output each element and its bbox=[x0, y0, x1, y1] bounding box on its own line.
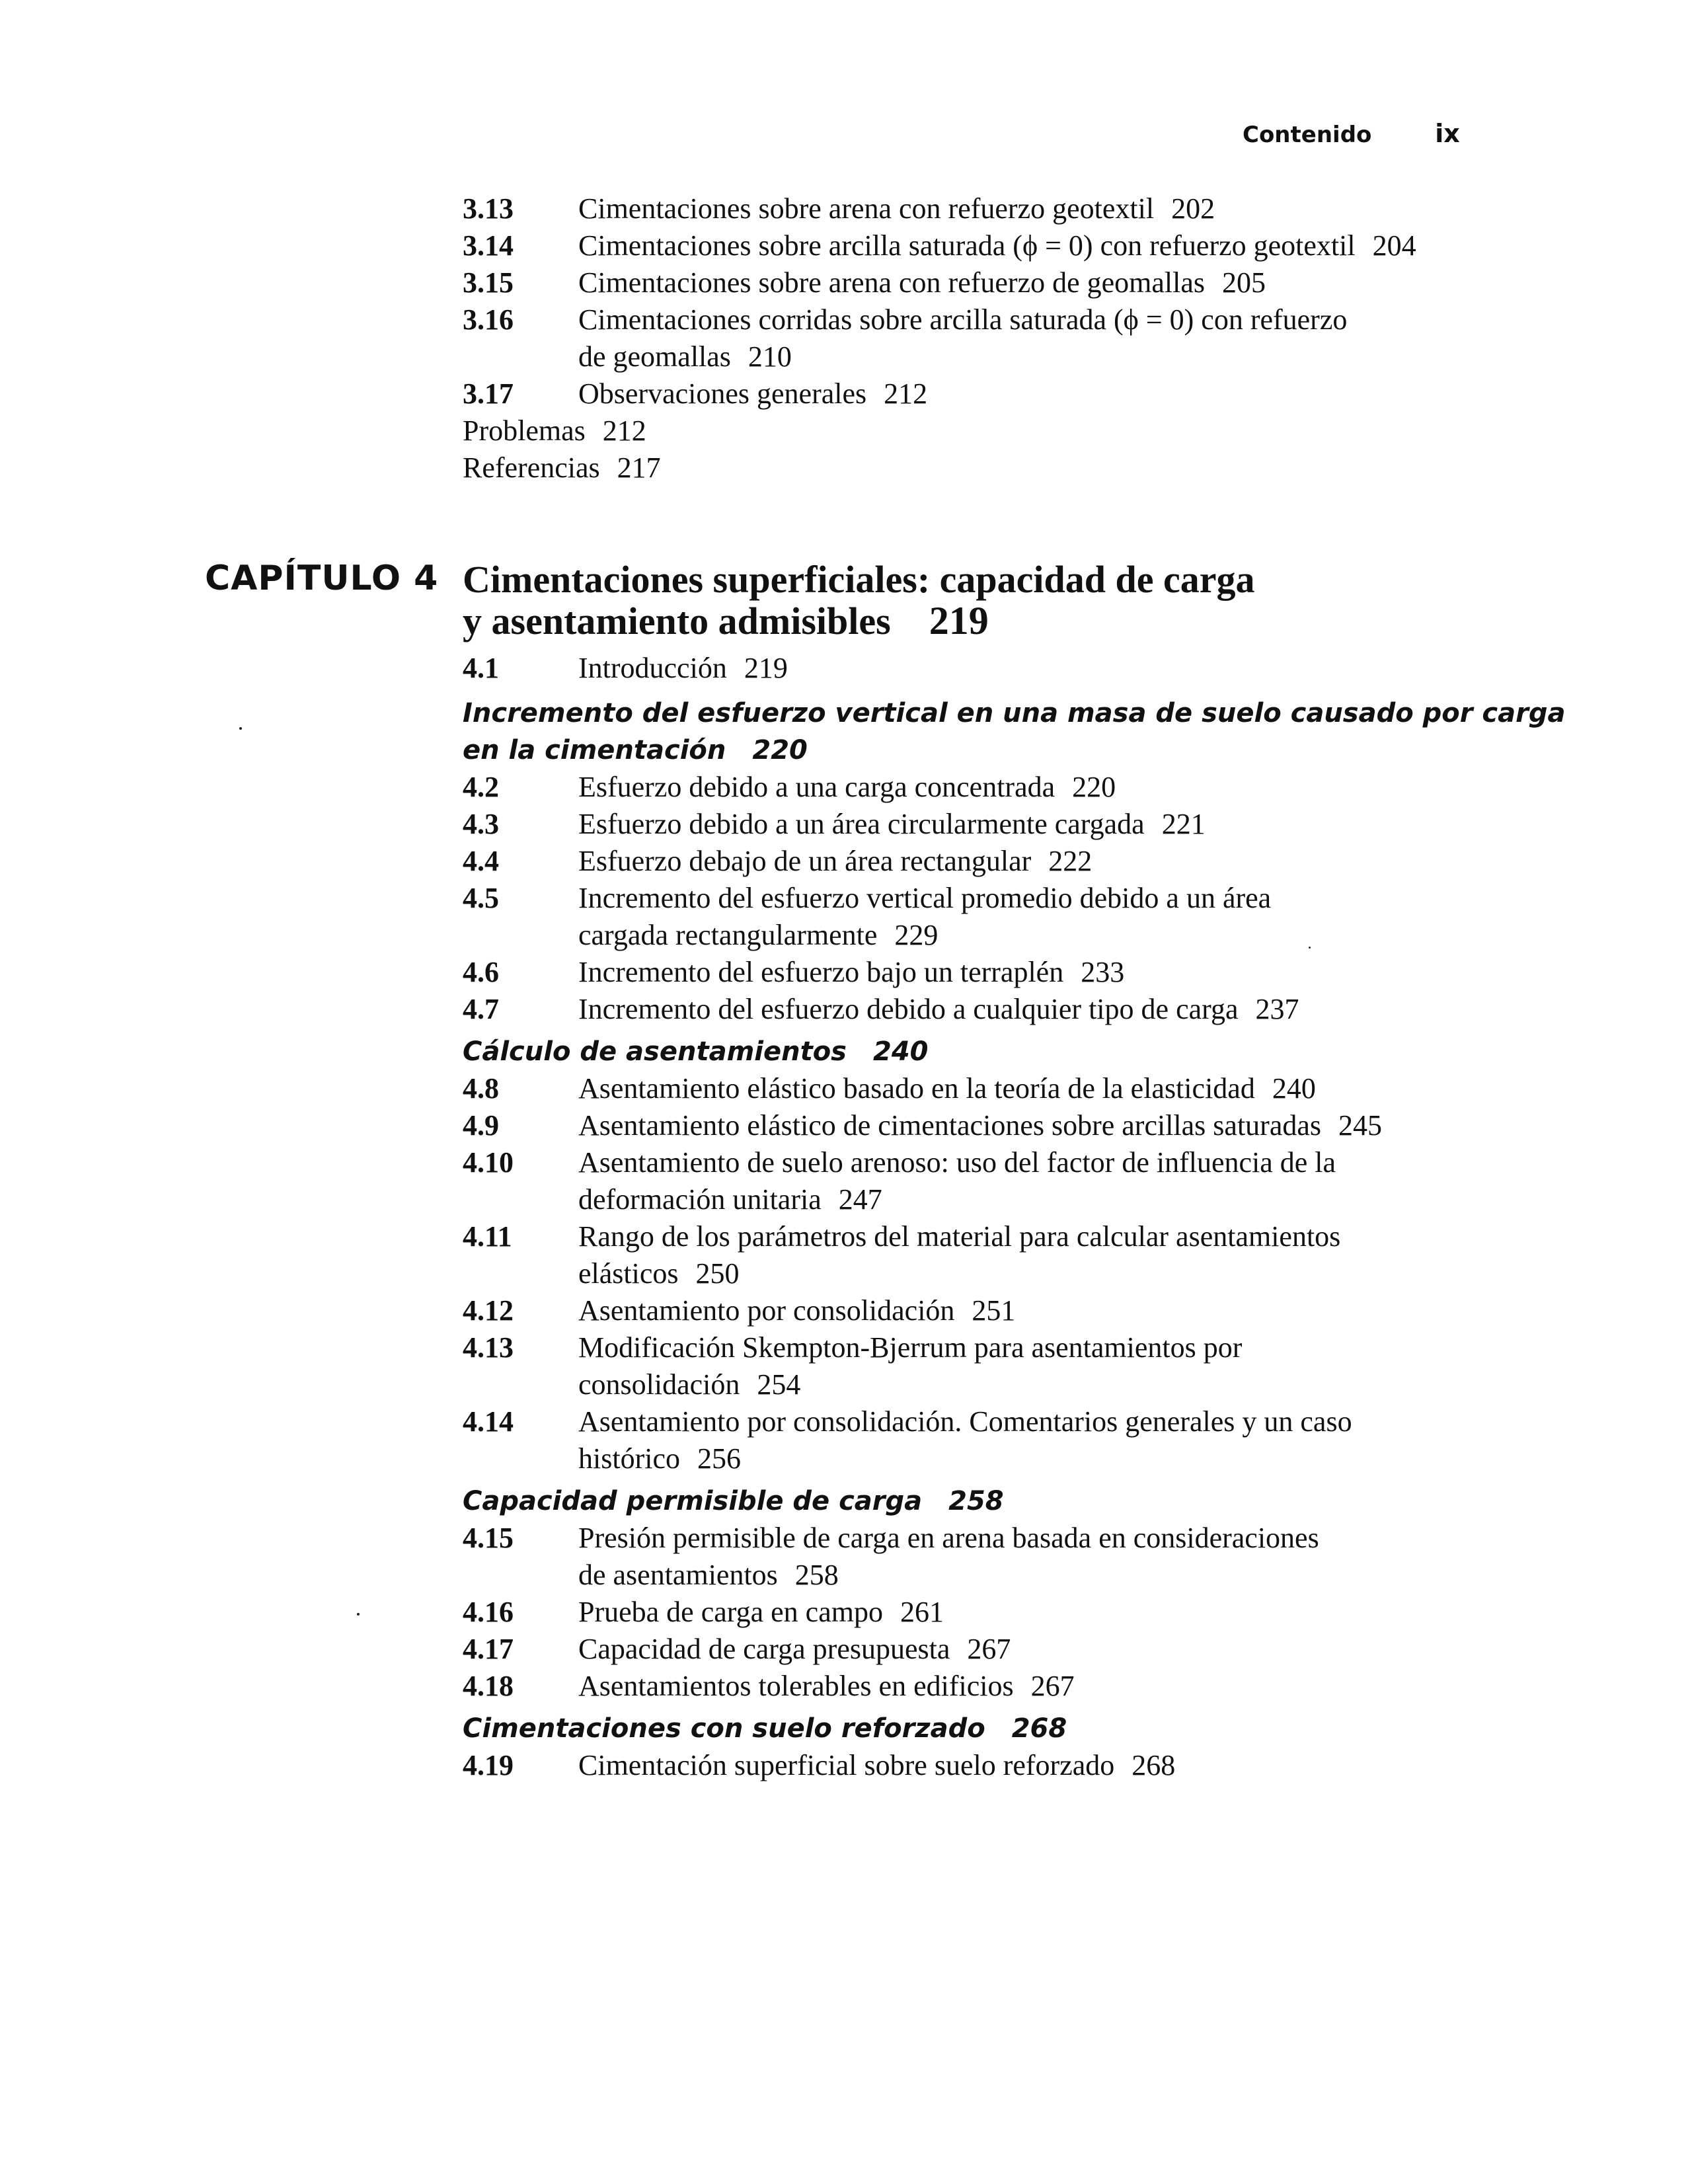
section-heading-line: Cálculo de asentamientos bbox=[463, 1036, 847, 1067]
entry-title-line: elásticos bbox=[578, 1257, 679, 1290]
toc-entry[interactable] bbox=[463, 227, 1480, 264]
toc-entry[interactable] bbox=[463, 843, 1480, 880]
entry-number: 4.10 bbox=[463, 1146, 514, 1179]
section-page: 258 bbox=[948, 1486, 1004, 1516]
toc-entry[interactable] bbox=[463, 1403, 1480, 1477]
extra-label: Problemas bbox=[463, 414, 586, 447]
entry-title-line: Rango de los parámetros del material para calcular asentamientos bbox=[578, 1220, 1341, 1253]
entry-number: 4.15 bbox=[463, 1522, 514, 1554]
entry-title-line: Presión permisible de carga en arena basada en consideraciones bbox=[578, 1522, 1319, 1554]
entry-title: Asentamiento elástico de cimentaciones sobre arcillas saturadas bbox=[578, 1109, 1322, 1142]
extra-label: Referencias bbox=[463, 451, 600, 484]
entry-number: 4.18 bbox=[463, 1670, 514, 1702]
entry-number: 4.6 bbox=[463, 956, 499, 988]
entry-page: 221 bbox=[1161, 808, 1206, 840]
entry-title-line: Incremento del esfuerzo vertical promedio debido a un área bbox=[578, 882, 1272, 914]
entry-number: 4.12 bbox=[463, 1294, 514, 1327]
entry-page: 233 bbox=[1081, 956, 1125, 988]
toc-chapter-4 bbox=[463, 558, 1566, 1784]
entry-number: 4.13 bbox=[463, 1331, 514, 1364]
entry-number: 4.5 bbox=[463, 882, 499, 914]
toc-entry[interactable] bbox=[463, 1520, 1480, 1594]
chapter-page: 219 bbox=[929, 599, 989, 643]
entry-title: Cimentación superficial sobre suelo reforzado bbox=[578, 1749, 1115, 1781]
entry-title-line: de asentamientos bbox=[578, 1559, 778, 1591]
entry-page: 220 bbox=[1072, 771, 1116, 803]
entry-title-line: Asentamiento de suelo arenoso: uso del factor de influencia de la bbox=[578, 1146, 1336, 1179]
entry-number: 4.7 bbox=[463, 993, 499, 1025]
header-title: Contenido bbox=[1243, 122, 1372, 148]
chapter-label: CAPÍTULO 4 bbox=[205, 559, 439, 598]
scan-speck bbox=[239, 727, 242, 730]
scan-speck bbox=[1309, 947, 1311, 949]
entry-title-line: de geomallas bbox=[578, 340, 731, 373]
section-heading[interactable] bbox=[463, 1483, 1480, 1520]
entry-number: 4.8 bbox=[463, 1072, 499, 1105]
section-heading[interactable] bbox=[463, 1033, 1480, 1070]
entry-number: 3.14 bbox=[463, 229, 514, 262]
toc-entry[interactable] bbox=[463, 1594, 1480, 1631]
entry-title: Asentamiento elástico basado en la teoría de la elasticidad bbox=[578, 1072, 1255, 1105]
toc-entry[interactable] bbox=[463, 991, 1480, 1028]
entry-page: 251 bbox=[972, 1294, 1016, 1327]
toc-entry[interactable] bbox=[463, 1218, 1480, 1292]
entry-title: Capacidad de carga presupuesta bbox=[578, 1633, 950, 1665]
entry-number: 4.4 bbox=[463, 845, 499, 877]
toc-entry[interactable] bbox=[463, 1631, 1480, 1668]
entry-page: 250 bbox=[695, 1257, 740, 1290]
entry-number: 4.2 bbox=[463, 771, 499, 803]
entry-number: 3.17 bbox=[463, 377, 514, 410]
section-heading[interactable] bbox=[463, 1710, 1480, 1747]
section-heading-line: Capacidad permisible de carga bbox=[463, 1486, 923, 1516]
entry-title: Asentamientos tolerables en edificios bbox=[578, 1670, 1014, 1702]
entry-page: 240 bbox=[1272, 1072, 1316, 1105]
extra-page: 217 bbox=[617, 451, 661, 484]
toc-entry[interactable] bbox=[463, 1747, 1480, 1784]
entry-page: 267 bbox=[1030, 1670, 1075, 1702]
entry-title: Esfuerzo debajo de un área rectangular bbox=[578, 845, 1032, 877]
entry-title: Asentamiento por consolidación bbox=[578, 1294, 955, 1327]
entry-number: 3.15 bbox=[463, 266, 514, 299]
entry-title: Esfuerzo debido a una carga concentrada bbox=[578, 771, 1055, 803]
entry-title: Cimentaciones sobre arena con refuerzo de geomallas bbox=[578, 266, 1206, 299]
section-heading-line: Cimentaciones con suelo reforzado bbox=[463, 1713, 985, 1744]
section-heading-line: en la cimentación bbox=[463, 735, 726, 765]
entry-page: 245 bbox=[1338, 1109, 1383, 1142]
entry-title-line: Cimentaciones corridas sobre arcilla saturada (ϕ = 0) con refuerzo bbox=[578, 303, 1348, 336]
section-page: 268 bbox=[1011, 1713, 1067, 1744]
entry-number: 4.9 bbox=[463, 1109, 499, 1142]
chapter-title-line: y asentamiento admisibles bbox=[463, 600, 891, 643]
entry-page: 247 bbox=[838, 1183, 882, 1216]
entry-title-line: Asentamiento por consolidación. Comentarios generales y un caso bbox=[578, 1405, 1352, 1438]
entry-number: 4.1 bbox=[463, 652, 499, 684]
entry-title: Introducción bbox=[578, 652, 727, 684]
entry-page: 219 bbox=[744, 652, 788, 684]
toc-entry[interactable] bbox=[463, 1668, 1480, 1705]
entry-number: 4.19 bbox=[463, 1749, 514, 1781]
entry-page: 258 bbox=[794, 1559, 839, 1591]
entry-title: Prueba de carga en campo bbox=[578, 1596, 883, 1628]
toc-entry[interactable] bbox=[463, 1292, 1480, 1329]
entry-page: 212 bbox=[884, 377, 928, 410]
entry-number: 4.17 bbox=[463, 1633, 514, 1665]
section-heading-line: Incremento del esfuerzo vertical en una masa de suelo causado por carga bbox=[463, 698, 1566, 728]
entry-title: Cimentaciones sobre arena con refuerzo geotextil bbox=[578, 192, 1155, 225]
entry-title-line: deformación unitaria bbox=[578, 1183, 822, 1216]
entry-number: 4.11 bbox=[463, 1220, 512, 1253]
toc-entry[interactable] bbox=[463, 1070, 1480, 1107]
entry-page: 229 bbox=[894, 919, 939, 951]
entry-page: 256 bbox=[697, 1442, 741, 1475]
toc-entry[interactable] bbox=[463, 1107, 1480, 1144]
entry-title: Observaciones generales bbox=[578, 377, 867, 410]
scan-speck bbox=[357, 1613, 360, 1616]
toc-entry[interactable] bbox=[463, 1329, 1480, 1403]
entry-title: Incremento del esfuerzo bajo un terraplén bbox=[578, 956, 1064, 988]
entry-page: 222 bbox=[1048, 845, 1093, 877]
entry-title: Cimentaciones sobre arcilla saturada (ϕ = 0) con refuerzo geotextil bbox=[578, 229, 1356, 262]
page-folio: ix bbox=[1435, 119, 1460, 148]
toc-entry[interactable] bbox=[463, 1144, 1480, 1218]
entry-title: Esfuerzo debido a un área circularmente cargada bbox=[578, 808, 1145, 840]
entry-page: 254 bbox=[757, 1368, 801, 1401]
extra-page: 212 bbox=[602, 414, 646, 447]
toc-entry[interactable] bbox=[463, 375, 1480, 412]
entry-page: 204 bbox=[1372, 229, 1416, 262]
toc-entry[interactable] bbox=[463, 806, 1480, 843]
entry-number: 4.14 bbox=[463, 1405, 514, 1438]
section-page: 240 bbox=[872, 1036, 929, 1067]
entry-title-line: consolidación bbox=[578, 1368, 740, 1401]
toc-entry[interactable] bbox=[463, 301, 1480, 375]
section-heading[interactable] bbox=[463, 695, 1566, 769]
entry-page: 261 bbox=[900, 1596, 944, 1628]
entry-title-line: Modificación Skempton-Bjerrum para asentamientos por bbox=[578, 1331, 1243, 1364]
chapter-title[interactable] bbox=[463, 559, 1480, 642]
chapter-title-line: Cimentaciones superficiales: capacidad de carga bbox=[463, 558, 1255, 601]
entry-title-line: cargada rectangularmente bbox=[578, 919, 878, 951]
toc-entry[interactable] bbox=[463, 769, 1480, 806]
entry-page: 210 bbox=[748, 340, 792, 373]
toc-entry[interactable] bbox=[463, 650, 1480, 687]
entry-number: 4.16 bbox=[463, 1596, 514, 1628]
entry-number: 3.13 bbox=[463, 192, 514, 225]
entry-page: 267 bbox=[967, 1633, 1011, 1665]
entry-title-line: histórico bbox=[578, 1442, 680, 1475]
toc-problemas[interactable] bbox=[463, 412, 1480, 449]
toc-entry[interactable] bbox=[463, 264, 1480, 301]
entry-page: 205 bbox=[1222, 266, 1266, 299]
entry-title: Incremento del esfuerzo debido a cualquier tipo de carga bbox=[578, 993, 1239, 1025]
entry-page: 202 bbox=[1171, 192, 1215, 225]
entry-number: 4.3 bbox=[463, 808, 499, 840]
running-header bbox=[1243, 119, 1460, 148]
entry-page: 268 bbox=[1132, 1749, 1176, 1781]
toc-referencias[interactable] bbox=[463, 449, 1480, 487]
toc-entry[interactable] bbox=[463, 190, 1480, 227]
section-page: 220 bbox=[752, 735, 808, 765]
toc-entry[interactable] bbox=[463, 880, 1480, 954]
toc-entry[interactable] bbox=[463, 954, 1480, 991]
entry-number: 3.16 bbox=[463, 303, 514, 336]
entry-page: 237 bbox=[1255, 993, 1299, 1025]
toc-chapter-3-continuation bbox=[463, 190, 1480, 487]
